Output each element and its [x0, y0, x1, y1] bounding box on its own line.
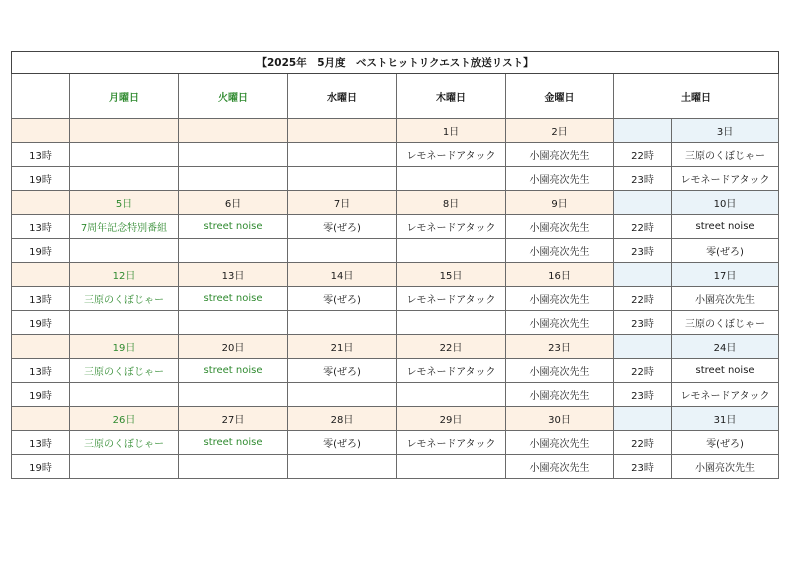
date-thursday: 22日 — [397, 335, 506, 359]
program-friday: 小園亮次先生 — [506, 167, 614, 191]
date-friday: 30日 — [506, 407, 614, 431]
program-friday: 小園亮次先生 — [506, 143, 614, 167]
title-row — [12, 52, 779, 74]
program-monday — [70, 143, 179, 167]
header-tuesday: 火曜日 — [179, 74, 288, 119]
date-thursday: 29日 — [397, 407, 506, 431]
date-saturday-time-cell — [614, 407, 672, 431]
date-saturday: 17日 — [672, 263, 779, 287]
header-friday: 金曜日 — [506, 74, 614, 119]
program-friday: 小園亮次先生 — [506, 287, 614, 311]
header-monday: 月曜日 — [70, 74, 179, 119]
program-friday: 小園亮次先生 — [506, 383, 614, 407]
program-saturday: 三原のくぼじゃー — [672, 143, 779, 167]
program-tuesday — [179, 143, 288, 167]
program-monday — [70, 383, 179, 407]
header-wednesday: 水曜日 — [288, 74, 397, 119]
date-monday: 5日 — [70, 191, 179, 215]
program-saturday: 零(ぜろ) — [672, 431, 779, 455]
date-thursday: 8日 — [397, 191, 506, 215]
date-thursday: 1日 — [397, 119, 506, 143]
slot-time: 19時 — [12, 383, 70, 407]
date-tuesday: 20日 — [179, 335, 288, 359]
date-row-time-cell — [12, 119, 70, 143]
slot-row — [12, 431, 779, 455]
date-tuesday: 6日 — [179, 191, 288, 215]
program-wednesday — [288, 167, 397, 191]
date-monday: 26日 — [70, 407, 179, 431]
program-wednesday — [288, 239, 397, 263]
program-saturday: 小園亮次先生 — [672, 455, 779, 479]
slot-row — [12, 239, 779, 263]
program-saturday: 三原のくぼじゃー — [672, 311, 779, 335]
slot-row — [12, 455, 779, 479]
program-thursday — [397, 311, 506, 335]
program-thursday — [397, 239, 506, 263]
date-friday: 2日 — [506, 119, 614, 143]
date-row — [12, 263, 779, 287]
program-tuesday — [179, 383, 288, 407]
slot-row — [12, 383, 779, 407]
program-wednesday: 零(ぜろ) — [288, 359, 397, 383]
program-monday — [70, 167, 179, 191]
date-monday: 19日 — [70, 335, 179, 359]
date-saturday: 10日 — [672, 191, 779, 215]
program-thursday: レモネードアタック — [397, 143, 506, 167]
program-thursday: レモネードアタック — [397, 287, 506, 311]
slot-row — [12, 359, 779, 383]
program-monday: 7周年記念特別番組 — [70, 215, 179, 239]
program-tuesday — [179, 239, 288, 263]
program-monday — [70, 311, 179, 335]
slot-time: 13時 — [12, 359, 70, 383]
weekday-header-row — [12, 74, 779, 119]
program-tuesday: street noise — [179, 359, 288, 383]
date-saturday-time-cell — [614, 263, 672, 287]
saturday-slot-time: 23時 — [614, 239, 672, 263]
slot-time: 13時 — [12, 431, 70, 455]
program-monday: 三原のくぼじゃー — [70, 431, 179, 455]
saturday-slot-time: 23時 — [614, 383, 672, 407]
program-monday — [70, 455, 179, 479]
program-saturday: street noise — [672, 359, 779, 383]
date-row — [12, 119, 779, 143]
date-monday: 12日 — [70, 263, 179, 287]
slot-time: 19時 — [12, 455, 70, 479]
schedule-title: 【2025年 5月度 ベストヒットリクエスト放送リスト】 — [12, 52, 779, 74]
program-saturday: street noise — [672, 215, 779, 239]
date-row-time-cell — [12, 335, 70, 359]
slot-time: 19時 — [12, 167, 70, 191]
saturday-slot-time: 23時 — [614, 311, 672, 335]
program-wednesday — [288, 311, 397, 335]
program-friday: 小園亮次先生 — [506, 431, 614, 455]
program-wednesday — [288, 455, 397, 479]
program-tuesday — [179, 455, 288, 479]
program-monday: 三原のくぼじゃー — [70, 287, 179, 311]
date-saturday: 3日 — [672, 119, 779, 143]
date-tuesday: 13日 — [179, 263, 288, 287]
date-monday — [70, 119, 179, 143]
program-friday: 小園亮次先生 — [506, 239, 614, 263]
program-wednesday — [288, 383, 397, 407]
slot-time: 13時 — [12, 215, 70, 239]
program-tuesday: street noise — [179, 431, 288, 455]
header-thursday: 木曜日 — [397, 74, 506, 119]
date-row — [12, 407, 779, 431]
program-tuesday: street noise — [179, 287, 288, 311]
program-monday — [70, 239, 179, 263]
program-tuesday — [179, 311, 288, 335]
date-wednesday: 21日 — [288, 335, 397, 359]
program-saturday: レモネードアタック — [672, 167, 779, 191]
date-row-time-cell — [12, 263, 70, 287]
date-wednesday: 14日 — [288, 263, 397, 287]
saturday-slot-time: 22時 — [614, 143, 672, 167]
date-tuesday: 27日 — [179, 407, 288, 431]
program-thursday — [397, 455, 506, 479]
date-row — [12, 335, 779, 359]
program-thursday — [397, 167, 506, 191]
date-row-time-cell — [12, 407, 70, 431]
date-wednesday — [288, 119, 397, 143]
program-wednesday: 零(ぜろ) — [288, 215, 397, 239]
slot-time: 13時 — [12, 143, 70, 167]
saturday-slot-time: 22時 — [614, 431, 672, 455]
saturday-slot-time: 23時 — [614, 455, 672, 479]
program-tuesday: street noise — [179, 215, 288, 239]
header-saturday: 土曜日 — [614, 74, 779, 119]
date-saturday: 24日 — [672, 335, 779, 359]
date-tuesday — [179, 119, 288, 143]
program-friday: 小園亮次先生 — [506, 215, 614, 239]
saturday-slot-time: 22時 — [614, 287, 672, 311]
slot-time: 19時 — [12, 311, 70, 335]
program-thursday: レモネードアタック — [397, 431, 506, 455]
date-saturday-time-cell — [614, 119, 672, 143]
program-wednesday: 零(ぜろ) — [288, 431, 397, 455]
slot-row — [12, 215, 779, 239]
date-friday: 23日 — [506, 335, 614, 359]
saturday-slot-time: 22時 — [614, 359, 672, 383]
date-saturday-time-cell — [614, 335, 672, 359]
program-thursday: レモネードアタック — [397, 215, 506, 239]
saturday-slot-time: 22時 — [614, 215, 672, 239]
program-thursday: レモネードアタック — [397, 359, 506, 383]
slot-row — [12, 143, 779, 167]
program-wednesday — [288, 143, 397, 167]
program-friday: 小園亮次先生 — [506, 311, 614, 335]
slot-time: 13時 — [12, 287, 70, 311]
program-thursday — [397, 383, 506, 407]
date-row — [12, 191, 779, 215]
program-friday: 小園亮次先生 — [506, 455, 614, 479]
schedule-sheet — [11, 51, 778, 479]
date-wednesday: 7日 — [288, 191, 397, 215]
program-saturday: 零(ぜろ) — [672, 239, 779, 263]
slot-row — [12, 167, 779, 191]
slot-row — [12, 287, 779, 311]
program-friday: 小園亮次先生 — [506, 359, 614, 383]
date-friday: 16日 — [506, 263, 614, 287]
time-header — [12, 74, 70, 119]
slot-row — [12, 311, 779, 335]
date-thursday: 15日 — [397, 263, 506, 287]
slot-time: 19時 — [12, 239, 70, 263]
program-saturday: 小園亮次先生 — [672, 287, 779, 311]
broadcast-schedule-table — [11, 51, 779, 479]
date-friday: 9日 — [506, 191, 614, 215]
date-row-time-cell — [12, 191, 70, 215]
program-monday: 三原のくぼじゃー — [70, 359, 179, 383]
date-saturday-time-cell — [614, 191, 672, 215]
program-wednesday: 零(ぜろ) — [288, 287, 397, 311]
saturday-slot-time: 23時 — [614, 167, 672, 191]
program-saturday: レモネードアタック — [672, 383, 779, 407]
date-wednesday: 28日 — [288, 407, 397, 431]
program-tuesday — [179, 167, 288, 191]
date-saturday: 31日 — [672, 407, 779, 431]
